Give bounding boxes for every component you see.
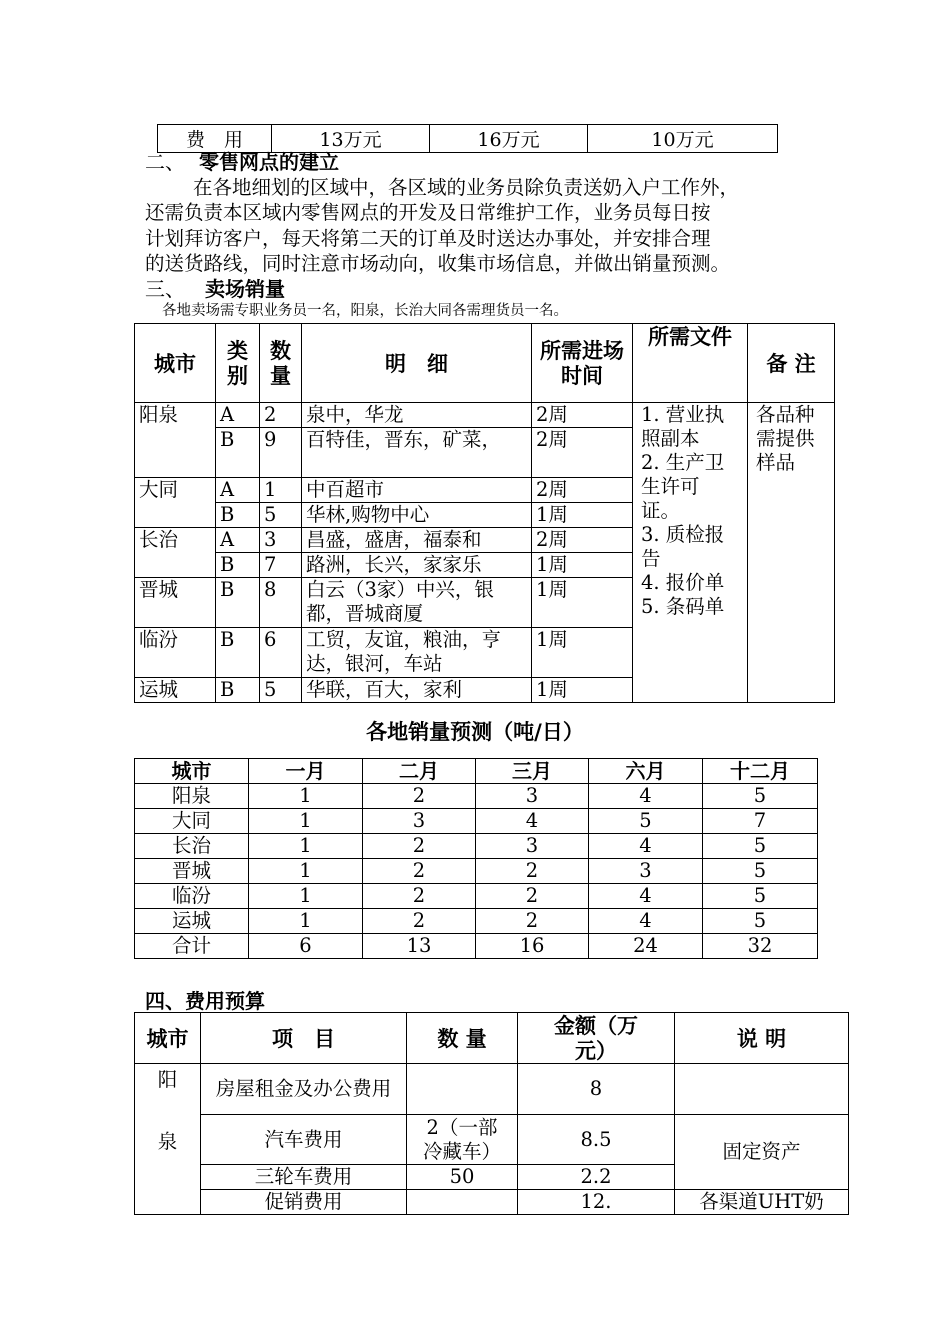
cell: 4 bbox=[589, 884, 703, 909]
cell: 2 bbox=[363, 784, 476, 809]
num-cell: 5 bbox=[260, 503, 302, 528]
cell: 2 bbox=[363, 834, 476, 859]
cell: 2 bbox=[363, 909, 476, 934]
type-cell: B bbox=[216, 503, 260, 528]
time-cell: 2周 bbox=[532, 528, 633, 553]
type-cell: B bbox=[216, 578, 260, 628]
cell: 32 bbox=[703, 934, 818, 959]
cell: 1 bbox=[249, 834, 363, 859]
qty-cell: 2（一部冷藏车） bbox=[407, 1115, 518, 1165]
col-header: 城市 bbox=[135, 1013, 201, 1064]
cell: 6 bbox=[249, 934, 363, 959]
cell: 1 bbox=[249, 884, 363, 909]
paragraph-line: 的送货路线，同时注意市场动向，收集市场信息，并做出销量预测。 bbox=[145, 252, 731, 276]
detail-cell: 华林,购物中心 bbox=[302, 503, 532, 528]
remark-cell: 各品种需提供样品 bbox=[748, 403, 835, 703]
section-title: 零售网点的建立 bbox=[199, 150, 339, 174]
col-header: 三月 bbox=[476, 759, 589, 784]
note-cell: 各渠道UHT奶 bbox=[675, 1190, 849, 1215]
cell: 阳泉 bbox=[135, 784, 249, 809]
time-cell: 1周 bbox=[532, 678, 633, 703]
table-row bbox=[135, 403, 835, 428]
cell: 4 bbox=[589, 784, 703, 809]
table-row bbox=[135, 834, 818, 859]
amount-cell: 8.5 bbox=[518, 1115, 675, 1165]
documents-cell bbox=[633, 403, 748, 703]
document-item: 2. 生产卫生许可证。 bbox=[641, 451, 725, 522]
cell: 大同 bbox=[135, 809, 249, 834]
city-cell: 长治 bbox=[135, 528, 216, 578]
col-header: 金额（万元） bbox=[518, 1013, 675, 1064]
item-cell: 三轮车费用 bbox=[201, 1165, 407, 1190]
col-header: 十二月 bbox=[703, 759, 818, 784]
city-char: 阳 bbox=[157, 1068, 178, 1091]
table-row bbox=[135, 909, 818, 934]
detail-cell: 白云（3家）中兴，银都，晋城商厦 bbox=[302, 578, 532, 628]
type-cell: B bbox=[216, 428, 260, 478]
col-header-remark: 备 注 bbox=[748, 324, 835, 403]
section-number: 三、 bbox=[145, 277, 185, 301]
cell: 24 bbox=[589, 934, 703, 959]
type-cell: B bbox=[216, 628, 260, 678]
table-header-row bbox=[135, 324, 835, 403]
col-header-num: 数量 bbox=[260, 324, 302, 403]
forecast-title: 各地销量预测（吨/日） bbox=[366, 719, 584, 744]
cell: 1 bbox=[249, 909, 363, 934]
cell: 3 bbox=[363, 809, 476, 834]
cell: 运城 bbox=[135, 909, 249, 934]
note-cell bbox=[675, 1064, 849, 1115]
detail-cell: 工贸，友谊，粮油，亨达，银河，车站 bbox=[302, 628, 532, 678]
table-header-row bbox=[135, 1013, 849, 1064]
col-header-detail: 明 细 bbox=[302, 324, 532, 403]
total-row bbox=[135, 934, 818, 959]
city-cell bbox=[135, 1064, 201, 1215]
cost-label: 费 用 bbox=[158, 125, 272, 153]
note-cell: 固定资产 bbox=[675, 1115, 849, 1190]
type-cell: A bbox=[216, 528, 260, 553]
cell: 5 bbox=[703, 884, 818, 909]
table-row bbox=[135, 884, 818, 909]
item-cell: 促销费用 bbox=[201, 1190, 407, 1215]
section4-heading bbox=[145, 988, 265, 1014]
table-header-row bbox=[135, 759, 818, 784]
cell: 2 bbox=[363, 859, 476, 884]
cell: 长治 bbox=[135, 834, 249, 859]
stores-table bbox=[134, 323, 835, 703]
city-cell: 晋城 bbox=[135, 578, 216, 628]
detail-cell: 中百超市 bbox=[302, 478, 532, 503]
section-title: 四、费用预算 bbox=[145, 989, 265, 1013]
time-cell: 1周 bbox=[532, 578, 633, 628]
num-cell: 8 bbox=[260, 578, 302, 628]
city-cell: 大同 bbox=[135, 478, 216, 528]
cell: 4 bbox=[589, 834, 703, 859]
col-header: 数 量 bbox=[407, 1013, 518, 1064]
city-cell: 运城 bbox=[135, 678, 216, 703]
col-header-city: 城市 bbox=[135, 324, 216, 403]
detail-cell: 路洲，长兴，家家乐 bbox=[302, 553, 532, 578]
amount-cell: 12. bbox=[518, 1190, 675, 1215]
cell: 1 bbox=[249, 859, 363, 884]
col-header: 说 明 bbox=[675, 1013, 849, 1064]
section2-paragraph bbox=[145, 175, 815, 277]
table-row bbox=[135, 1064, 849, 1115]
time-cell: 2周 bbox=[532, 478, 633, 503]
cell: 13 bbox=[363, 934, 476, 959]
detail-cell: 百特佳，晋东，矿菜， bbox=[302, 428, 532, 478]
section-title: 卖场销量 bbox=[205, 277, 285, 301]
col-header: 六月 bbox=[589, 759, 703, 784]
cell: 5 bbox=[703, 784, 818, 809]
type-cell: B bbox=[216, 678, 260, 703]
table-row bbox=[135, 1190, 849, 1215]
cost-value: 10万元 bbox=[588, 125, 778, 153]
num-cell: 1 bbox=[260, 478, 302, 503]
col-header-time: 所需进场时间 bbox=[532, 324, 633, 403]
city-cell: 临汾 bbox=[135, 628, 216, 678]
cell: 4 bbox=[589, 909, 703, 934]
col-header: 城市 bbox=[135, 759, 249, 784]
qty-cell bbox=[407, 1190, 518, 1215]
cell: 4 bbox=[476, 809, 589, 834]
cell: 2 bbox=[476, 884, 589, 909]
paragraph-line: 计划拜访客户，每天将第二天的订单及时送达办事处，并安排合理 bbox=[145, 226, 711, 250]
section-number: 二、 bbox=[145, 150, 185, 174]
cost-value: 16万元 bbox=[430, 125, 588, 153]
num-cell: 2 bbox=[260, 403, 302, 428]
num-cell: 7 bbox=[260, 553, 302, 578]
cost-value: 13万元 bbox=[272, 125, 430, 153]
paragraph-line: 还需负责本区域内零售网点的开发及日常维护工作，业务员每日按 bbox=[145, 201, 711, 225]
num-cell: 6 bbox=[260, 628, 302, 678]
cell: 16 bbox=[476, 934, 589, 959]
cell: 3 bbox=[589, 859, 703, 884]
time-cell: 1周 bbox=[532, 628, 633, 678]
document-item: 3. 质检报告 bbox=[641, 523, 725, 570]
cell: 3 bbox=[476, 834, 589, 859]
time-cell: 1周 bbox=[532, 503, 633, 528]
col-header-docs: 所需文件 bbox=[633, 324, 748, 403]
cell: 3 bbox=[476, 784, 589, 809]
cell: 1 bbox=[249, 784, 363, 809]
detail-cell: 华联，百大，家利 bbox=[302, 678, 532, 703]
section3-heading bbox=[145, 276, 285, 302]
time-cell: 2周 bbox=[532, 428, 633, 478]
type-cell: A bbox=[216, 478, 260, 503]
time-cell: 2周 bbox=[532, 403, 633, 428]
cell: 合计 bbox=[135, 934, 249, 959]
table-row bbox=[135, 1115, 849, 1165]
table-row bbox=[135, 859, 818, 884]
col-header: 项 目 bbox=[201, 1013, 407, 1064]
col-header: 一月 bbox=[249, 759, 363, 784]
num-cell: 5 bbox=[260, 678, 302, 703]
time-cell: 1周 bbox=[532, 553, 633, 578]
cell: 5 bbox=[703, 909, 818, 934]
qty-cell: 50 bbox=[407, 1165, 518, 1190]
cell: 5 bbox=[589, 809, 703, 834]
forecast-table bbox=[134, 758, 818, 959]
cell: 2 bbox=[363, 884, 476, 909]
cell: 5 bbox=[703, 859, 818, 884]
section3-note: 各地卖场需专职业务员一名，阳泉，长治大同各需理货员一名。 bbox=[162, 303, 568, 319]
cell: 5 bbox=[703, 834, 818, 859]
item-cell: 房屋租金及办公费用 bbox=[201, 1064, 407, 1115]
detail-cell: 昌盛，盛唐，福泰和 bbox=[302, 528, 532, 553]
type-cell: B bbox=[216, 553, 260, 578]
table-row bbox=[135, 784, 818, 809]
document-item: 5. 条码单 bbox=[641, 595, 725, 618]
col-header-type: 类别 bbox=[216, 324, 260, 403]
cell: 晋城 bbox=[135, 859, 249, 884]
cell: 临汾 bbox=[135, 884, 249, 909]
city-cell: 阳泉 bbox=[135, 403, 216, 478]
col-header: 二月 bbox=[363, 759, 476, 784]
num-cell: 3 bbox=[260, 528, 302, 553]
document-item: 1. 营业执照副本 bbox=[641, 403, 725, 450]
num-cell: 9 bbox=[260, 428, 302, 478]
amount-cell: 2.2 bbox=[518, 1165, 675, 1190]
document-item: 4. 报价单 bbox=[641, 571, 725, 594]
detail-cell: 泉中，华龙 bbox=[302, 403, 532, 428]
table-row bbox=[135, 809, 818, 834]
type-cell: A bbox=[216, 403, 260, 428]
qty-cell bbox=[407, 1064, 518, 1115]
cell: 7 bbox=[703, 809, 818, 834]
amount-cell: 8 bbox=[518, 1064, 675, 1115]
cell: 2 bbox=[476, 909, 589, 934]
paragraph-line: 在各地细划的区域中，各区域的业务员除负责送奶入户工作外， bbox=[193, 176, 740, 199]
cell: 1 bbox=[249, 809, 363, 834]
item-cell: 汽车费用 bbox=[201, 1115, 407, 1165]
budget-table bbox=[134, 1012, 849, 1215]
cell: 2 bbox=[476, 859, 589, 884]
section2-heading bbox=[145, 149, 339, 175]
city-char: 泉 bbox=[157, 1130, 178, 1153]
